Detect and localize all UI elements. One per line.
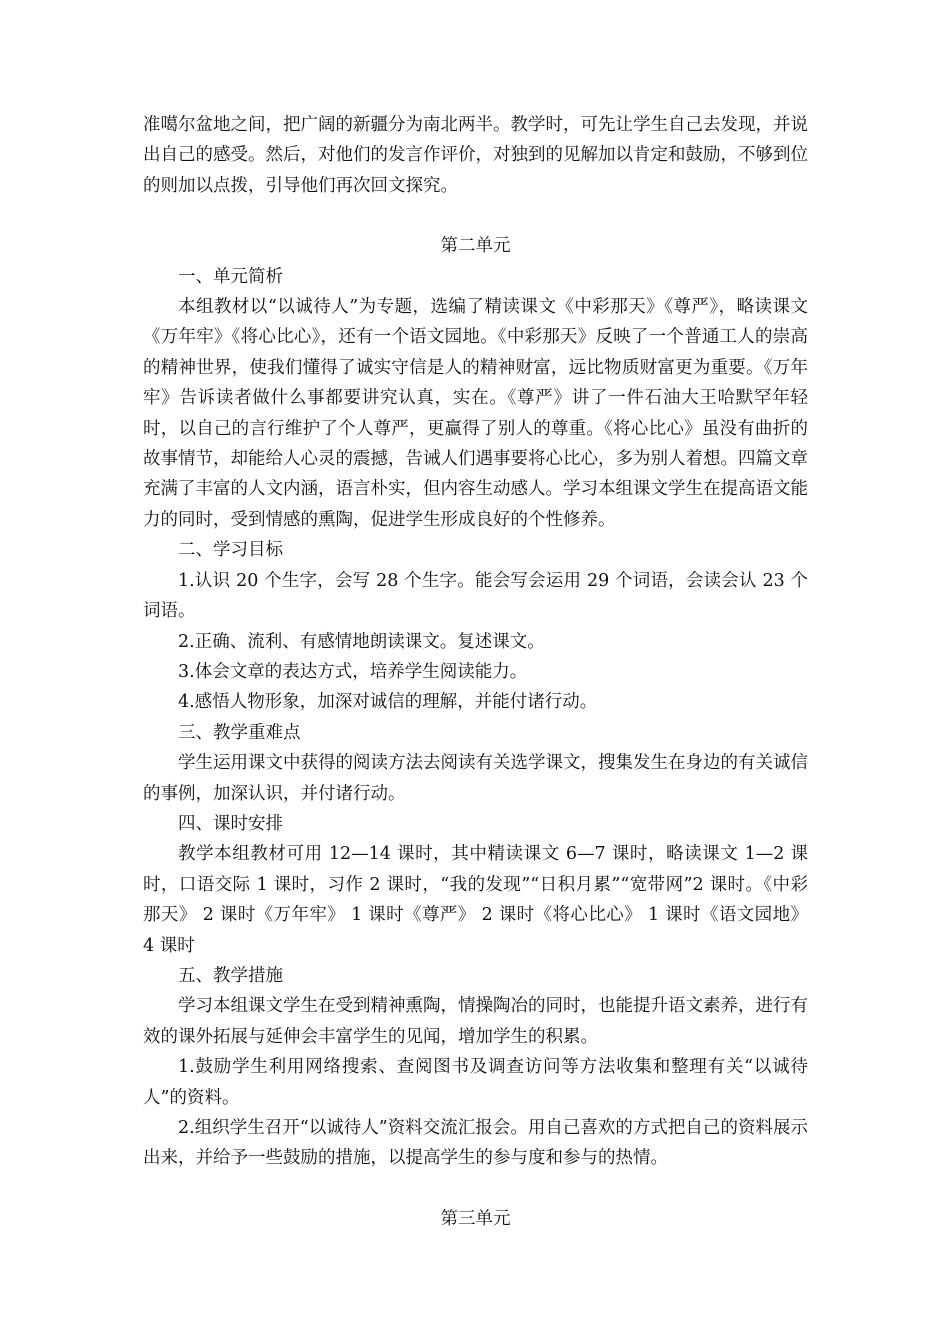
measure-item-2: 2.组织学生召开“以诚待人”资料交流汇报会。用自己喜欢的方式把自己的资料展示出来，并给予一些鼓励的措施，以提高学生的参与度和参与的热情。 bbox=[143, 1118, 808, 1169]
section-2-heading: 二、学习目标 bbox=[178, 540, 283, 561]
section-5-body: 学习本组课文学生在受到精神熏陶，情操陶冶的同时，也能提升语文素养，进行有效的课外拓展与延伸会丰富学生的见闻，增加学生的积累。 bbox=[143, 996, 808, 1047]
section-3-body: 学生运用课文中获得的阅读方法去阅读有关选学课文，搜集发生在身边的有关诚信的事例，加深认识，并付诸行动。 bbox=[143, 753, 808, 804]
section-4-body: 教学本组教材可用 12—14 课时，其中精读课文 6—7 课时，略读课文 1—2 课时，口语交际 1 课时，习作 2 课时，“我的发现”“日积月累”“宽带网”2 课时。《中彩那天》 2 课时《万年牢》 1 课时《尊严》 2 课时《将心比心》 1 课时《语文园地》 4 课时 bbox=[143, 844, 808, 956]
measure-item-1: 1.鼓励学生利用网络搜索、查阅图书及调查访问等方法收集和整理有关“以诚待人”的资料。 bbox=[143, 1057, 808, 1108]
section-5-heading: 五、教学措施 bbox=[178, 965, 283, 986]
goal-item-2: 2.正确、流利、有感情地朗读课文。复述课文。 bbox=[178, 631, 545, 652]
section-3-heading: 三、教学重难点 bbox=[178, 722, 301, 743]
intro-paragraph: 准噶尔盆地之间，把广阔的新疆分为南北两半。教学时，可先让学生自己去发现，并说出自己的感受。然后，对他们的发言作评价，对独到的见解加以肯定和鼓励，不够到位的则加以点拨，引导他们再次回文探究。 bbox=[143, 115, 808, 196]
goal-item-1: 1.认识 20 个生字，会写 28 个生字。能会写会运用 29 个词语，会读会认 23 个词语。 bbox=[143, 570, 808, 622]
goal-item-4: 4.感悟人物形象，加深对诚信的理解，并能付诸行动。 bbox=[178, 692, 598, 713]
section-1-heading: 一、单元简析 bbox=[178, 266, 283, 287]
unit-3-title: 第三单元 bbox=[440, 1208, 511, 1229]
section-1-body: 本组教材以“以诚待人”为专题，选编了精读课文《中彩那天》《尊严》，略读课文《万年牢》《将心比心》，还有一个语文园地。《中彩那天》反映了一个普通工人的崇高的精神世界，使我们懂得了诚实守信是人的精神财富，远比物质财富更为重要。《万年牢》告诉读者做什么事都要讲究认真，实在。《尊严》讲了一件石油大王哈默罕年轻时，以自己的言行维护了个人尊严，更赢得了别人的尊重。《将心比心》虽没有曲折的故事情节，却能给人心灵的震撼，告诫人们遇事要将心比心，多为别人着想。四篇文章充满了丰富的人文内涵，语言朴实，但内容生动感人。学习本组课文学生在提高语文能力的同时，受到情感的熏陶，促进学生形成良好的个性修养。 bbox=[143, 297, 808, 530]
section-4-heading: 四、课时安排 bbox=[178, 813, 283, 834]
unit-2-title: 第二单元 bbox=[440, 236, 511, 257]
goal-item-3: 3.体会文章的表达方式，培养学生阅读能力。 bbox=[178, 661, 528, 682]
document-body bbox=[143, 110, 808, 1234]
